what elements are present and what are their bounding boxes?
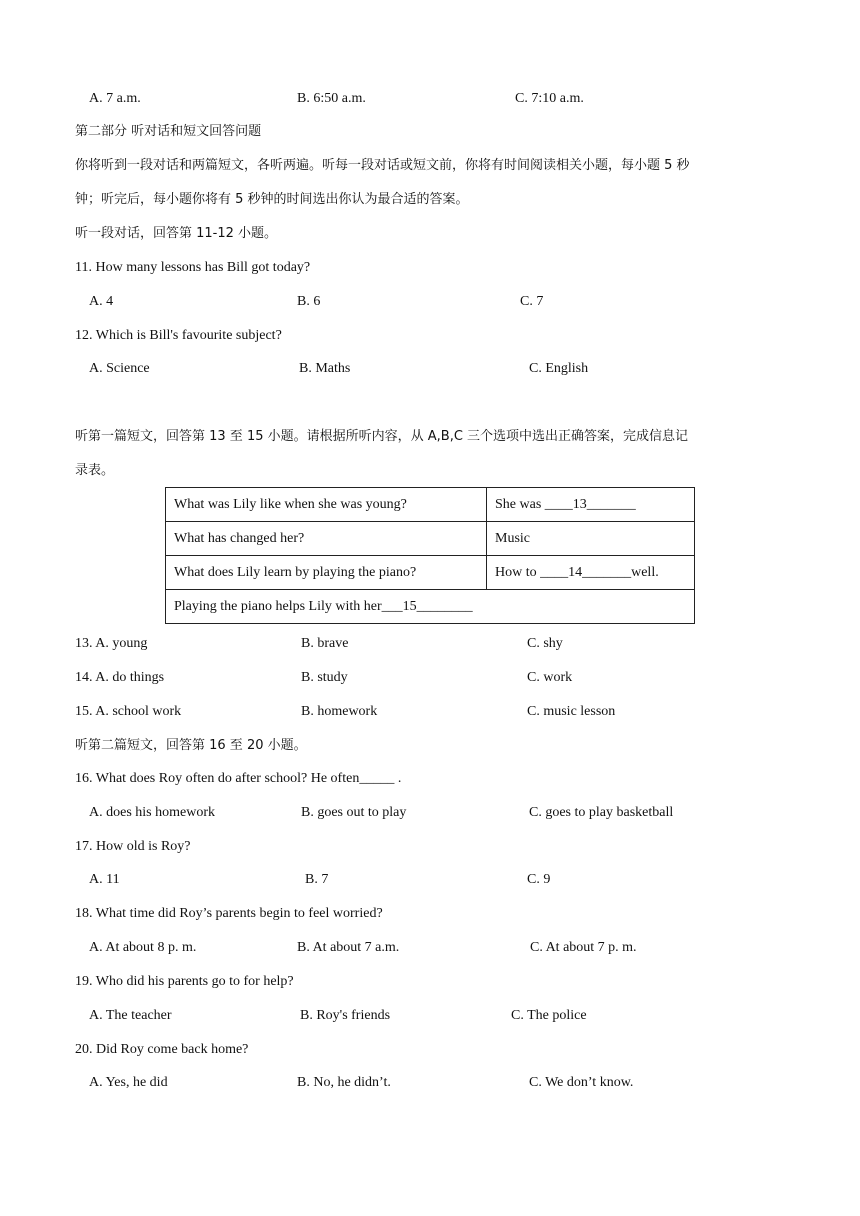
q14-option-a: 14. A. do things <box>75 670 165 685</box>
q13-option-c: C. shy <box>527 636 563 651</box>
passage1-instruction-line1: 听第一篇短文，回答第 13 至 15 小题。请根据所听内容，从 A,B,C 三个选项中选出正确答案，完成信息记 <box>75 429 689 444</box>
q11-option-a: A. 4 <box>89 294 114 309</box>
q20-option-a: A. Yes, he did <box>89 1075 168 1090</box>
q17-option-a: A. 11 <box>89 872 120 887</box>
q13-option-a: 13. A. young <box>75 636 148 651</box>
q19-option-b: B. Roy's friends <box>300 1008 391 1023</box>
q12-stem: 12. Which is Bill's favourite subject? <box>75 328 282 343</box>
q19-stem: 19. Who did his parents go to for help? <box>75 974 294 989</box>
q18-option-b: B. At about 7 a.m. <box>297 940 400 955</box>
q17-option-c: C. 9 <box>527 872 551 887</box>
q14-option-c: C. work <box>527 670 573 685</box>
q18-stem: 18. What time did Roy’s parents begin to feel worried? <box>75 906 383 921</box>
part2-instruction-line2: 钟；听完后，每小题你将有 5 秒钟的时间选出你认为最合适的答案。 <box>75 192 469 207</box>
info-record-table <box>165 487 695 624</box>
table-row <box>166 556 695 590</box>
q15-option-b: B. homework <box>301 704 378 719</box>
q11-option-c: C. 7 <box>520 294 544 309</box>
table-row <box>166 590 695 624</box>
q15-option-a: 15. A. school work <box>75 704 182 719</box>
table-answer-cell: Music <box>487 522 695 556</box>
table-summary-cell: Playing the piano helps Lily with her___15________ <box>166 590 695 624</box>
q20-option-c: C. We don’t know. <box>529 1075 634 1090</box>
q14-option-b: B. study <box>301 670 348 685</box>
passage1-instruction-line2: 录表。 <box>75 463 115 478</box>
q16-option-b: B. goes out to play <box>301 805 407 820</box>
q16-stem: 16. What does Roy often do after school? He often_____ . <box>75 771 402 786</box>
table-answer-cell: She was ____13_______ <box>487 488 695 522</box>
q20-stem: 20. Did Roy come back home? <box>75 1042 249 1057</box>
q11-option-b: B. 6 <box>297 294 321 309</box>
table-question-cell: What has changed her? <box>166 522 487 556</box>
q19-option-a: A. The teacher <box>89 1008 172 1023</box>
dialog-instruction: 听一段对话，回答第 11-12 小题。 <box>75 226 278 241</box>
q15-option-c: C. music lesson <box>527 704 616 719</box>
q12-option-a: A. Science <box>89 361 150 376</box>
q12-option-b: B. Maths <box>299 361 351 376</box>
q20-option-b: B. No, he didn’t. <box>297 1075 391 1090</box>
q19-option-c: C. The police <box>511 1008 587 1023</box>
q10-option-b: B. 6:50 a.m. <box>297 91 366 106</box>
q10-option-a: A. 7 a.m. <box>89 91 141 106</box>
q11-stem: 11. How many lessons has Bill got today? <box>75 260 311 275</box>
q18-option-a: A. At about 8 p. m. <box>89 940 197 955</box>
q16-option-a: A. does his homework <box>89 805 215 820</box>
q17-stem: 17. How old is Roy? <box>75 839 191 854</box>
table-row <box>166 522 695 556</box>
table-question-cell: What does Lily learn by playing the piano? <box>166 556 487 590</box>
q18-option-c: C. At about 7 p. m. <box>530 940 637 955</box>
q12-option-c: C. English <box>529 361 589 376</box>
table-row <box>166 488 695 522</box>
passage2-instruction: 听第二篇短文，回答第 16 至 20 小题。 <box>75 738 307 753</box>
table-question-cell: What was Lily like when she was young? <box>166 488 487 522</box>
q16-option-c: C. goes to play basketball <box>529 805 674 820</box>
part2-heading: 第二部分 听对话和短文回答问题 <box>75 124 262 139</box>
q17-option-b: B. 7 <box>305 872 329 887</box>
table-answer-cell: How to ____14_______well. <box>487 556 695 590</box>
q13-option-b: B. brave <box>301 636 349 651</box>
q10-option-c: C. 7:10 a.m. <box>515 91 584 106</box>
part2-instruction-line1: 你将听到一段对话和两篇短文，各听两遍。听每一段对话或短文前，你将有时间阅读相关小题，每小题 5 秒 <box>75 158 690 173</box>
